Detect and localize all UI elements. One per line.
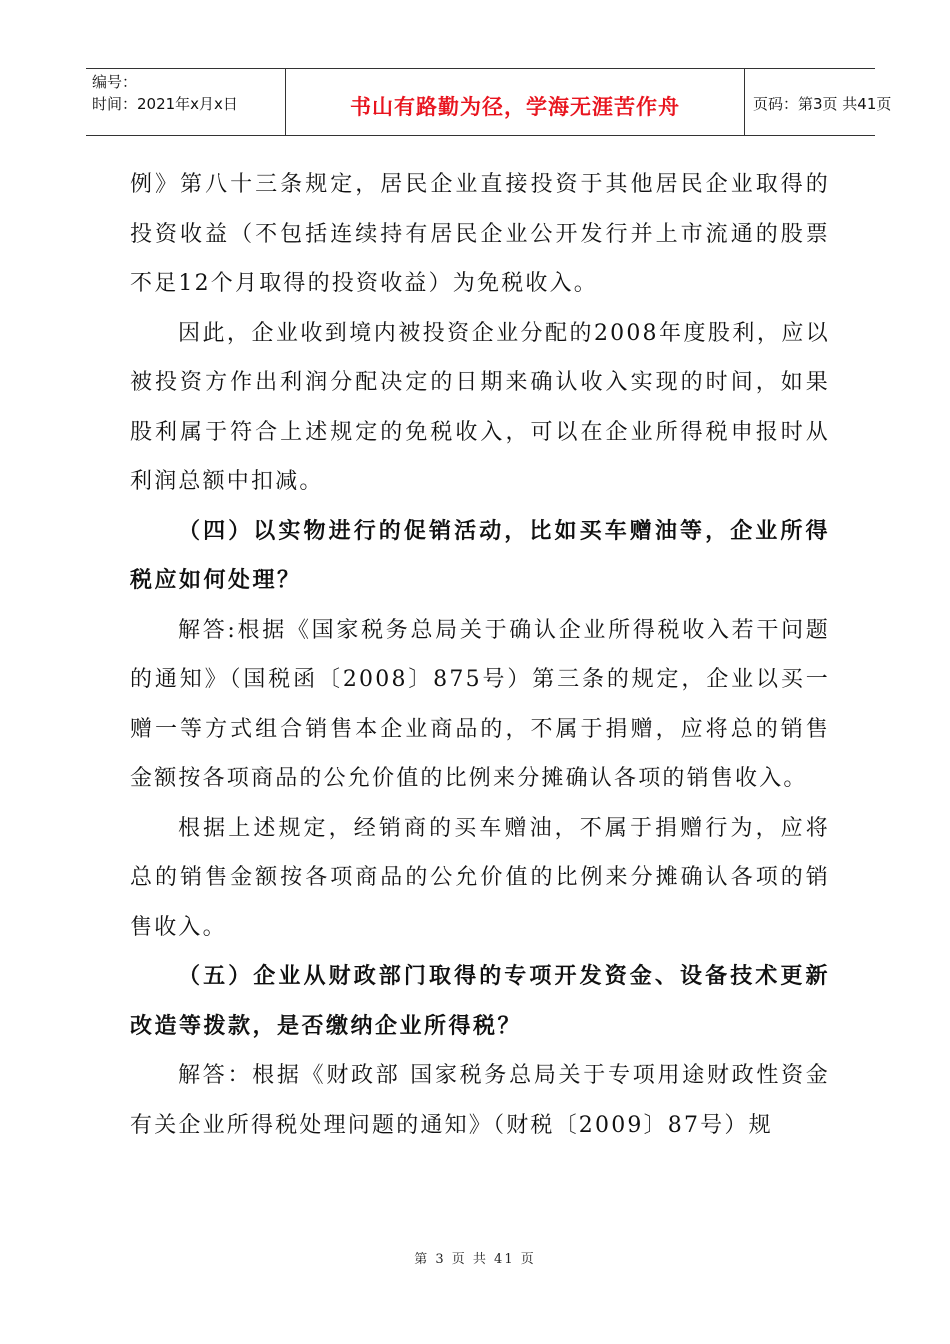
paragraph-continued: 例》第八十三条规定，居民企业直接投资于其他居民企业取得的投资收益（不包括连续持有居民企业公开发行并上市流通的股票不足12个月取得的投资收益）为免税收入。: [130, 172, 830, 296]
paragraph: 解答:根据《国家税务总局关于确认企业所得税收入若干问题的通知》（国税函〔2008〕875号）第三条的规定，企业以买一赠一等方式组合销售本企业商品的，不属于捐赠，应将总的销售金额按各项商品的公允价值的比例来分摊确认各项的销售收入。: [130, 617, 830, 791]
document-time-label: 时间：2021年x月x日: [92, 95, 238, 113]
header-page-cell: [745, 69, 892, 135]
paragraph: 因此，企业收到境内被投资企业分配的2008年度股利，应以被投资方作出利润分配决定的日期来确认收入实现的时间，如果股利属于符合上述规定的免税收入，可以在企业所得税申报时从利润总额中扣减。: [130, 320, 830, 494]
paragraph: 解答：根据《财政部 国家税务总局关于专项用途财政性资金有关企业所得税处理问题的通知》（财税〔2009〕87号）规: [130, 1063, 830, 1138]
header-page-code: 页码：第3页 共41页: [753, 95, 892, 113]
page-header: [86, 68, 892, 136]
header-motto-cell: [285, 69, 745, 135]
document-number-label: 编号：: [92, 73, 138, 91]
document-body: [130, 160, 830, 1150]
header-motto: 书山有路勤为径，学海无涯苦作舟: [350, 95, 680, 119]
header-info-cell: [86, 69, 285, 135]
paragraph: 根据上述规定，经销商的买车赠油，不属于捐赠行为，应将总的销售金额按各项商品的公允价值的比例来分摊确认各项的销售收入。: [130, 815, 830, 940]
section-heading-5: （五）企业从财政部门取得的专项开发资金、设备技术更新改造等拨款，是否缴纳企业所得税？: [130, 964, 830, 1039]
page-footer: 第 3 页 共 41 页: [414, 1252, 536, 1267]
section-heading-4: （四）以实物进行的促销活动，比如买车赠油等，企业所得税应如何处理？: [130, 518, 830, 593]
